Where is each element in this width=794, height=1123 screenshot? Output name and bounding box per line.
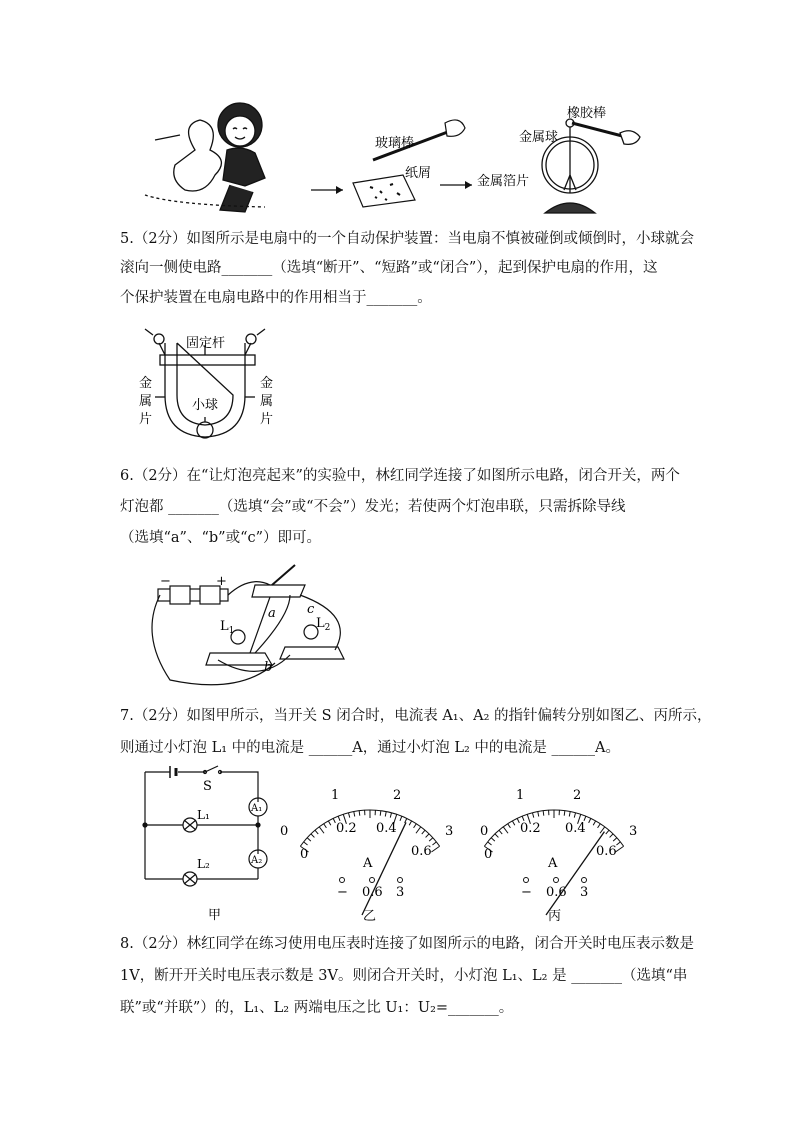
meter-tick xyxy=(422,830,425,834)
right-metal-label-3: 片 xyxy=(260,412,274,427)
glass-rod-label: 玻璃棒 xyxy=(375,136,415,151)
meter-tick xyxy=(416,827,421,833)
meter-c-terminal-06: 0.6 xyxy=(546,885,567,900)
meter-tick xyxy=(589,818,591,823)
right-metal-label-1: 金 xyxy=(260,376,274,391)
meter-tick xyxy=(390,813,391,818)
meter-c-top-2: 2 xyxy=(573,788,582,803)
meter-b-bottom-2: 0.4 xyxy=(376,821,397,836)
meter-tick xyxy=(606,830,609,834)
battery-plus: + xyxy=(216,574,227,589)
q8-line-1: 8.（2分）林红同学在练习使用电压表时连接了如图所示的电路，闭合开关时电压表示数是 xyxy=(120,936,695,952)
meter-tick xyxy=(319,827,324,833)
meter-b-bottom-0: 0 xyxy=(300,847,309,862)
meter-tick xyxy=(488,842,492,845)
fixed-rod-label: 固定杆 xyxy=(186,336,226,351)
battery-minus: − xyxy=(160,574,171,589)
meter-tick xyxy=(354,812,355,817)
meter-tick xyxy=(307,838,311,841)
meter-tick xyxy=(598,824,601,828)
meter-c-needle xyxy=(546,832,604,915)
q6-line-3: （选填“a”、“b”或“c”）即可。 xyxy=(120,530,322,546)
lamp-l1-label: L₁ xyxy=(197,808,210,822)
ammeter-a2-label: A₂ xyxy=(251,855,263,866)
meter-b-top-3: 3 xyxy=(445,824,454,839)
meter-c-bottom-1: 0.2 xyxy=(520,821,541,836)
left-metal-label-1: 金 xyxy=(139,376,153,391)
q6-figure xyxy=(140,555,355,695)
lamp-l2-label: L₂ xyxy=(197,857,210,871)
left-metal-label-2: 属 xyxy=(139,394,153,409)
meter-tick xyxy=(495,834,498,838)
meter-tick xyxy=(409,821,411,825)
rubber-rod-label: 橡胶棒 xyxy=(567,106,607,121)
meter-tick xyxy=(543,811,544,816)
meter-c-bottom-0: 0 xyxy=(484,847,493,862)
meter-c-top-0: 0 xyxy=(480,824,489,839)
q5-line-3: 个保护装置在电扇电路中的作用相当于_______。 xyxy=(120,290,432,306)
meter-b-caption: 乙 xyxy=(363,909,377,924)
meter-tick xyxy=(432,842,436,845)
meter-tick xyxy=(426,834,429,838)
q6-line-1: 6.（2分）在“让灯泡亮起来”的实验中，林红同学连接了如图所示电路，闭合开关，两个 xyxy=(120,468,680,484)
meter-tick xyxy=(491,838,495,841)
meter-c-terminal-minus: − xyxy=(521,885,532,900)
meter-tick xyxy=(508,824,511,828)
meter-tick xyxy=(348,813,349,818)
meter-c-top-3: 3 xyxy=(629,824,638,839)
lamp-l1-label: $L_1$ xyxy=(220,619,235,636)
top-figure xyxy=(135,95,655,220)
meter-tick xyxy=(538,812,539,817)
meter-c-bottom-3: 0.6 xyxy=(596,844,617,859)
q7-circuit xyxy=(140,762,270,922)
q7-line-1: 7.（2分）如图甲所示，当开关 S 闭合时，电流表 A₁、A₂ 的指针偏转分别如图乙、丙所示， xyxy=(120,708,712,724)
meter-tick xyxy=(613,838,617,841)
meter-c-terminal-3: 3 xyxy=(580,885,589,900)
q5-figure xyxy=(135,325,285,445)
q7-line-2: 则通过小灯泡 L₁ 中的电流是 ______A，通过小灯泡 L₂ 中的电流是 ______A。 xyxy=(120,740,620,756)
meter-tick xyxy=(503,827,508,833)
meter-b-bottom-1: 0.2 xyxy=(336,821,357,836)
meter-tick xyxy=(593,821,595,825)
meter-tick xyxy=(328,821,330,825)
paper-label: 纸屑 xyxy=(405,166,432,181)
meter-b-terminal-06: 0.6 xyxy=(362,885,383,900)
metal-foil-label: 金属箔片 xyxy=(477,174,530,189)
glass-rod-paper-illustration xyxy=(353,120,465,207)
meter-tick xyxy=(324,824,327,828)
meter-tick xyxy=(315,830,318,834)
q5-line-1: 5.（2分）如图所示是电扇中的一个自动保护装置：当电扇不慎被碰倒或倾倒时，小球就会 xyxy=(120,231,695,247)
meter-c-top-1: 1 xyxy=(516,788,525,803)
right-metal-label-2: 属 xyxy=(260,394,274,409)
meter-tick xyxy=(380,811,381,816)
wire-a xyxy=(250,597,270,653)
girl-dog-illustration xyxy=(145,103,265,212)
ammeter-c xyxy=(480,783,660,923)
meter-tick xyxy=(400,816,402,821)
meter-tick xyxy=(569,812,570,817)
q6-line-2: 灯泡都 _______（选填“会”或“不会”）发光；若使两个灯泡串联，只需拆除导线 xyxy=(120,499,626,515)
meter-tick xyxy=(429,838,433,841)
wire-b xyxy=(218,655,290,671)
meter-tick xyxy=(385,812,386,817)
meter-c-unit: A xyxy=(548,856,558,871)
meter-tick xyxy=(414,824,417,828)
meter-b-terminal-minus: − xyxy=(337,885,348,900)
ammeter-a1-label: A₁ xyxy=(251,803,263,814)
meter-b-top-1: 1 xyxy=(331,788,340,803)
meter-b-bottom-3: 0.6 xyxy=(411,844,432,859)
meter-b-unit: A xyxy=(363,856,373,871)
meter-tick xyxy=(304,842,308,845)
meter-tick xyxy=(610,834,613,838)
q8-line-2: 1V，断开开关时电压表示数是 3V。则闭合开关时，小灯泡 L₁、L₂ 是 _______（选填“串 xyxy=(120,968,688,984)
ammeter-b xyxy=(280,783,460,923)
wire-c-label: c xyxy=(307,602,315,617)
meter-tick xyxy=(405,818,407,823)
switch-s-label: S xyxy=(203,779,212,794)
ball-label: 小球 xyxy=(192,398,219,413)
left-metal-label-3: 片 xyxy=(139,412,153,427)
meter-tick xyxy=(431,846,439,852)
q5-line-2: 滚向一侧使电路_______（选填“断开”、“短路”或“闭合”），起到保护电扇的作用，这 xyxy=(120,260,658,276)
meter-tick xyxy=(574,813,575,818)
meter-c-caption: 丙 xyxy=(548,909,562,924)
meter-c-bottom-2: 0.4 xyxy=(565,821,586,836)
meter-tick xyxy=(359,811,360,816)
meter-b-top-0: 0 xyxy=(280,824,289,839)
meter-b-terminal-3: 3 xyxy=(396,885,405,900)
meter-tick xyxy=(512,821,514,825)
meter-tick xyxy=(499,830,502,834)
meter-b-top-2: 2 xyxy=(393,788,402,803)
wire-a-label: a xyxy=(268,606,276,621)
lamp-l2-label: $L_2$ xyxy=(316,616,331,633)
meter-tick xyxy=(564,811,565,816)
circuit-caption: 甲 xyxy=(208,908,222,923)
wire-b-label: b xyxy=(264,660,273,675)
metal-ball-label: 金属球 xyxy=(519,130,559,145)
q8-line-3: 联”或“并联”）的，L₁、L₂ 两端电压之比 U₁：U₂=_______。 xyxy=(120,1000,514,1016)
meter-tick xyxy=(616,842,620,845)
meter-tick xyxy=(532,813,533,818)
meter-tick xyxy=(311,834,314,838)
